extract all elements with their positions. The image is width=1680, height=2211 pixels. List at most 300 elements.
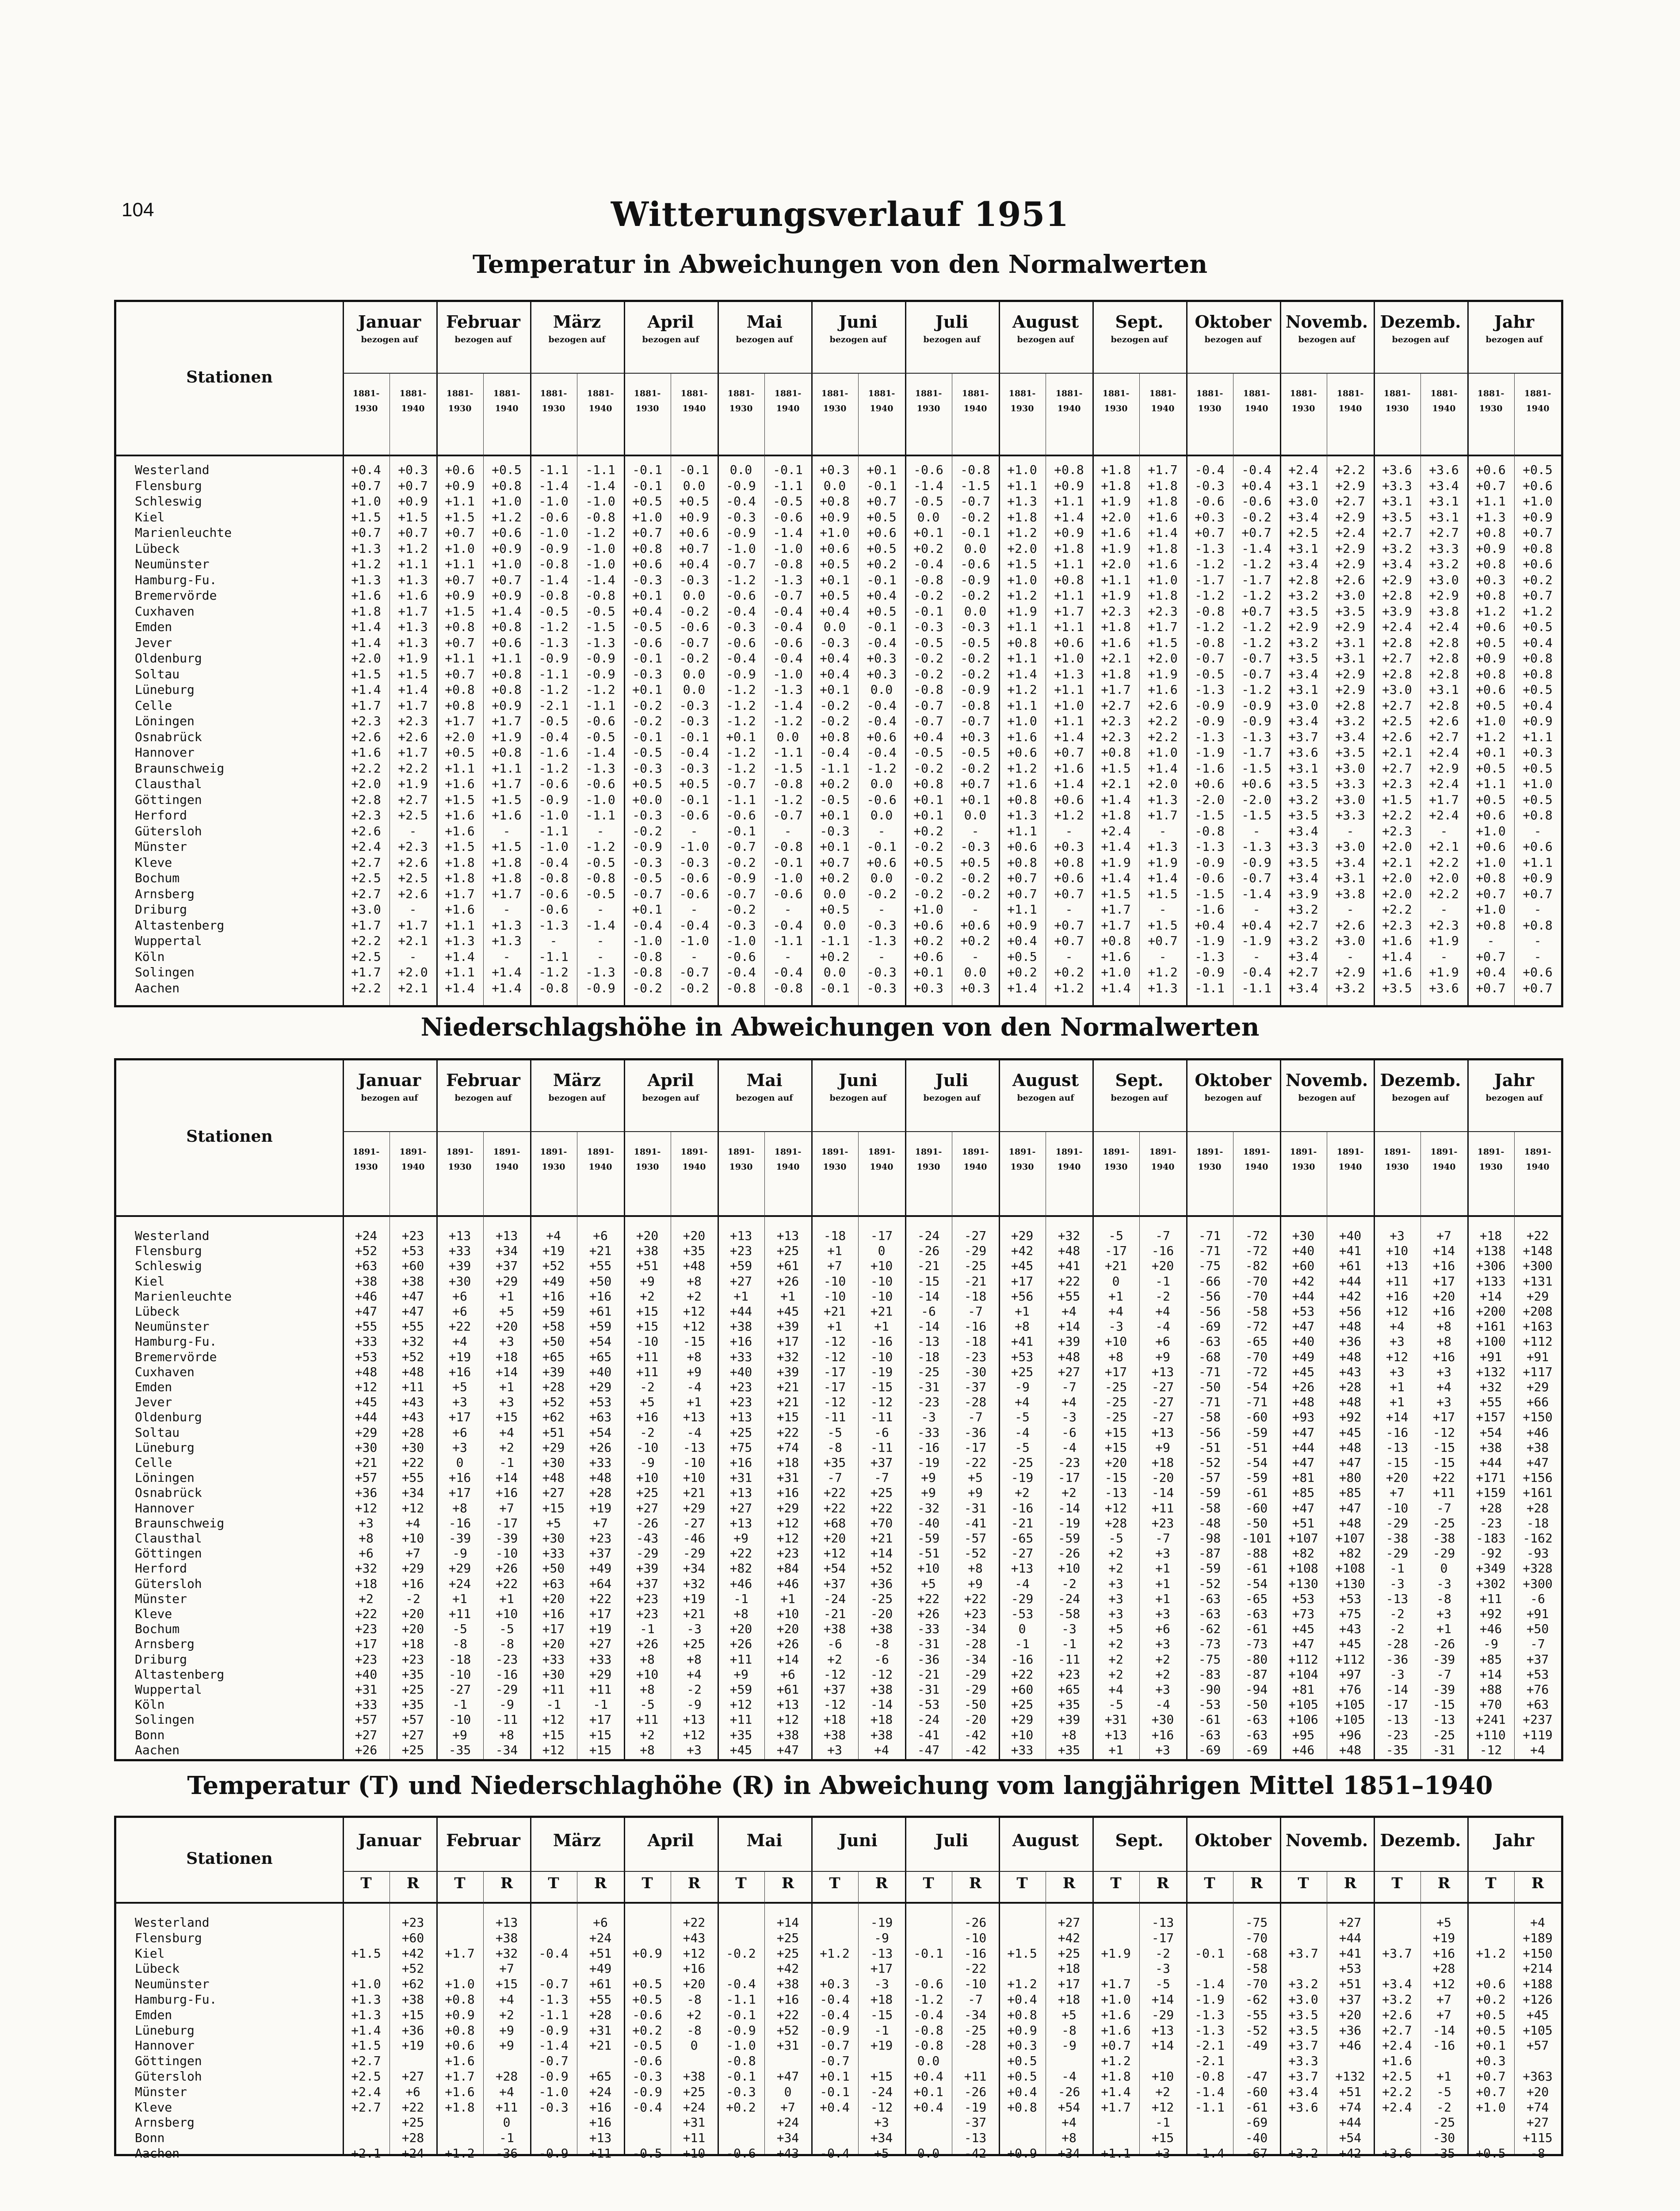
table-cell: +1.4 — [492, 965, 522, 979]
table-cell: +26 — [917, 1607, 940, 1621]
table-cell: +22 — [401, 2100, 424, 2115]
table-cell: +2.7 — [1101, 698, 1131, 713]
table-cell: -1.3 — [585, 635, 615, 650]
station-name: Münster — [135, 2084, 187, 2099]
table-cell: +3.5 — [1288, 651, 1318, 666]
table-cell: +48 — [1339, 1515, 1362, 1530]
table-cell: -56 — [1198, 1425, 1221, 1440]
table-cell: -0.6 — [585, 777, 615, 791]
table-cell: +1.0 — [1476, 855, 1506, 870]
table-cell: -16 — [1011, 1652, 1034, 1667]
table-cell: -0.7 — [913, 698, 943, 713]
period-start: 1881- — [1102, 389, 1130, 398]
table-cell: +18 — [1479, 1228, 1502, 1243]
table-cell: +2.0 — [1007, 541, 1037, 556]
table-cell: +16 — [589, 1289, 612, 1304]
table-cell: +0.1 — [913, 792, 943, 807]
table-cell: +13 — [1104, 1727, 1127, 1742]
table-cell: +1.5 — [398, 509, 428, 524]
table-cell: +59 — [729, 1259, 752, 1274]
table-cell: +1.5 — [351, 1946, 381, 1961]
table-cell: +14 — [1058, 1319, 1081, 1334]
table-cell: +1.2 — [1101, 2054, 1131, 2069]
period-end: 1930 — [1291, 404, 1315, 413]
period-label — [1420, 1144, 1467, 1174]
table-cell: -21 — [917, 1259, 940, 1274]
table-cell: +0.5 — [1007, 2069, 1037, 2084]
table-cell: -1.0 — [679, 933, 709, 948]
table-cell: +2.8 — [1382, 666, 1412, 681]
month-header: März — [553, 312, 601, 332]
table-cell: -0.9 — [538, 792, 569, 807]
station-name: Wuppertal — [135, 933, 202, 948]
table-cell: +47 — [1292, 1455, 1315, 1470]
table-cell: - — [596, 902, 604, 917]
table-cell: +10 — [683, 1470, 706, 1485]
table-cell: +3.5 — [1288, 808, 1318, 822]
table-cell: +0.1 — [820, 572, 850, 587]
table-cell: -10 — [1386, 1500, 1409, 1515]
table-cell: +0.6 — [820, 541, 850, 556]
table-cell: +2.3 — [398, 839, 428, 854]
table-cell: -0.7 — [679, 965, 709, 979]
table-cell: +23 — [401, 1915, 424, 1930]
table-cell: -1.0 — [726, 2038, 756, 2053]
table-cell: +20 — [636, 1228, 659, 1243]
period-start: 1891- — [1008, 1147, 1036, 1157]
table-cell: +22 — [729, 1546, 752, 1561]
table-cell: +363 — [1523, 2069, 1553, 2084]
table-cell: +0.7 — [1476, 2069, 1506, 2084]
table-cell: -49 — [1245, 2038, 1268, 2053]
table-cell: -2 — [1390, 1622, 1405, 1637]
table-cell: +105 — [1288, 1697, 1318, 1712]
table-cell: +11 — [636, 1364, 659, 1379]
table-cell: +1.4 — [351, 620, 381, 634]
period-start: 1881- — [868, 389, 895, 398]
table-cell: +0.7 — [1054, 933, 1084, 948]
table-cell: +1.4 — [1101, 792, 1131, 807]
table-cell: +0.1 — [632, 588, 662, 603]
table-cell: +0.1 — [1476, 745, 1506, 760]
table-cell: -0.6 — [726, 949, 756, 964]
table-cell: +3.1 — [1288, 761, 1318, 776]
table-cell: +32 — [355, 1561, 378, 1576]
table-cell: +105 — [1335, 1712, 1365, 1727]
table-cell: -0.5 — [632, 2038, 662, 2053]
table-cell: +3 — [827, 1742, 842, 1757]
station-name: Marienleuchte — [135, 1289, 232, 1304]
table-cell: -7 — [827, 1470, 842, 1485]
table-cell: +1 — [780, 1591, 795, 1606]
table-cell: +2.1 — [1101, 777, 1131, 791]
table-cell: -26 — [1432, 1637, 1455, 1652]
table-cell: -3 — [921, 1410, 936, 1425]
period-start: 1891- — [1196, 1147, 1223, 1157]
table-cell: +8 — [1436, 1319, 1451, 1334]
table-cell: +3.7 — [1288, 2038, 1318, 2053]
table-cell: -0.2 — [679, 651, 709, 666]
period-start: 1881- — [352, 389, 380, 398]
table-cell: +2.0 — [1429, 871, 1459, 885]
table-cell: +2.0 — [398, 965, 428, 979]
table-cell: +5 — [874, 2146, 889, 2161]
table-cell: +3.4 — [1429, 478, 1459, 493]
table-cell: -0.4 — [632, 2100, 662, 2115]
table-cell: +48 — [1339, 1440, 1362, 1455]
bezogen-label: bezogen auf — [454, 335, 512, 344]
table-cell: +11 — [683, 2131, 706, 2146]
table-cell: +46 — [1526, 1425, 1549, 1440]
table-cell: +1.7 — [351, 965, 381, 979]
table-cell: -10 — [683, 1455, 706, 1470]
table-cell: +148 — [1523, 1243, 1553, 1259]
table-cell: +0.9 — [820, 509, 850, 524]
table-cell: +2.3 — [1101, 604, 1131, 619]
table-cell: +1.8 — [1054, 541, 1084, 556]
table-cell: +8 — [359, 1531, 374, 1545]
table-cell: +38 — [636, 1243, 659, 1259]
table-cell: -42 — [964, 1727, 987, 1742]
table-cell: -1.0 — [679, 839, 709, 854]
table-cell: +3 — [499, 1395, 514, 1410]
table-cell: +17 — [776, 1334, 799, 1349]
table-cell: +1.0 — [1007, 714, 1037, 728]
table-cell: +5 — [1061, 2007, 1077, 2022]
table-cell: -10 — [870, 1289, 893, 1304]
table-cell: -68 — [1245, 1946, 1268, 1961]
table-cell: -0.9 — [1195, 965, 1225, 979]
month-header: Oktober — [1195, 1070, 1271, 1090]
table-cell: -1.0 — [726, 541, 756, 556]
table-cell: -72 — [1245, 1364, 1268, 1379]
table-cell: +3.3 — [1335, 808, 1365, 822]
table-cell: +9 — [921, 1485, 936, 1500]
period-end: 1940 — [1526, 1162, 1550, 1172]
table-cell: -16 — [917, 1440, 940, 1455]
table-cell: +0.9 — [632, 1946, 662, 1961]
table-cell: +2 — [1108, 1546, 1123, 1561]
table-cell: +36 — [870, 1576, 893, 1591]
table-cell: +24 — [776, 2115, 799, 2130]
table-cell: +0.4 — [1195, 918, 1225, 933]
table-cell: +1.2 — [820, 1946, 850, 1961]
table-cell: +22 — [448, 1319, 471, 1334]
table-cell: +3.5 — [1288, 777, 1318, 791]
table-cell: +0.5 — [867, 541, 897, 556]
table-cell: +28 — [1432, 1961, 1455, 1976]
table-cell: +25 — [1058, 1946, 1081, 1961]
table-cell: -0.9 — [1195, 698, 1225, 713]
table-cell: -16 — [964, 1946, 987, 1961]
table-cell: +0.6 — [445, 2038, 475, 2053]
table-cell: +26 — [729, 1637, 752, 1652]
table-cell: +33 — [355, 1697, 378, 1712]
table-cell: +16 — [448, 1470, 471, 1485]
table-cell: +1.9 — [1148, 855, 1178, 870]
table-cell: -0.1 — [960, 525, 990, 540]
table-cell: +0.6 — [867, 525, 897, 540]
period-end: 1940 — [870, 404, 893, 413]
table-cell: +1.6 — [445, 902, 475, 917]
table-cell: - — [1534, 933, 1542, 948]
table-cell: -18 — [1526, 1515, 1549, 1530]
table-cell: +0.6 — [679, 525, 709, 540]
table-cell: +132 — [1335, 2069, 1365, 2084]
table-cell: +1.2 — [351, 557, 381, 571]
period-end: 1930 — [823, 404, 847, 413]
table-cell: +1.4 — [492, 604, 522, 619]
table-cell: -7 — [968, 1992, 983, 2007]
table-cell: -10 — [636, 1440, 659, 1455]
table-cell: +70 — [870, 1515, 893, 1530]
table-cell: +42 — [1292, 1274, 1315, 1289]
table-cell: +21 — [776, 1395, 799, 1410]
table-cell: -2.1 — [1195, 2054, 1225, 2069]
table-cell: +5 — [640, 1395, 655, 1410]
table-cell: -0.1 — [913, 1946, 943, 1961]
table-cell: +1.8 — [445, 2100, 475, 2115]
table-cell: +5 — [968, 1470, 983, 1485]
table-cell: +1.8 — [351, 604, 381, 619]
table-cell: +48 — [1058, 1349, 1081, 1364]
table-cell: +60 — [1292, 1259, 1315, 1274]
period-label — [1467, 386, 1514, 416]
table-cell: +5 — [546, 1515, 561, 1530]
station-name: Arnsberg — [135, 1637, 195, 1652]
table-cell: +1 — [827, 1243, 842, 1259]
table-cell: +39 — [776, 1364, 799, 1379]
table-cell: -0.6 — [726, 588, 756, 603]
table-cell: +8 — [640, 1682, 655, 1697]
table-cell: +0.7 — [398, 478, 428, 493]
table-cell: -7 — [1436, 1667, 1451, 1682]
table-cell: +2.2 — [1382, 2084, 1412, 2099]
table-cell: +60 — [1011, 1682, 1034, 1697]
table-cell: +1.4 — [1054, 509, 1084, 524]
table-cell: -0.9 — [538, 541, 569, 556]
table-cell: 0.0 — [823, 620, 846, 634]
table-cell: -29 — [636, 1546, 659, 1561]
table-cell: -1.1 — [538, 2007, 569, 2022]
table-cell: -21 — [823, 1607, 846, 1621]
table-cell: -67 — [1245, 2146, 1268, 2161]
table-cell: +12 — [683, 1319, 706, 1334]
table-cell: -25 — [1104, 1410, 1127, 1425]
station-name: Aachen — [135, 1742, 180, 1757]
table-cell: +57 — [355, 1712, 378, 1727]
table-cell: - — [784, 823, 792, 838]
table-cell: -0.4 — [820, 745, 850, 760]
table-cell: -0.1 — [773, 855, 803, 870]
table-cell: -1.5 — [1241, 761, 1271, 776]
station-name: Cuxhaven — [135, 604, 195, 619]
table-cell: +51 — [589, 1946, 612, 1961]
table-cell: +0.2 — [820, 949, 850, 964]
table-cell: +0.7 — [1241, 604, 1271, 619]
table-cell: +0.7 — [1007, 886, 1037, 901]
table-cell: +31 — [589, 2023, 612, 2038]
table-cell: -70 — [1245, 1977, 1268, 1992]
table-cell: +0.4 — [820, 2100, 850, 2115]
table-cell: +108 — [1335, 1561, 1365, 1576]
period-start: 1881- — [1430, 389, 1458, 398]
table-cell: -22 — [964, 1455, 987, 1470]
table-cell: +48 — [401, 1364, 424, 1379]
table-cell: - — [784, 949, 792, 964]
table-cell: +1.1 — [445, 965, 475, 979]
table-cell: +126 — [1523, 1992, 1553, 2007]
table-cell: +26 — [776, 1274, 799, 1289]
table-cell: +3.5 — [1382, 980, 1412, 995]
table-cell: -83 — [1198, 1667, 1221, 1682]
table-cell: -9 — [687, 1697, 702, 1712]
table-cell: -1.2 — [538, 965, 569, 979]
table-cell: +23 — [636, 1591, 659, 1606]
table-cell: +30 — [448, 1274, 471, 1289]
table-cell: +0.6 — [1007, 745, 1037, 760]
table-cell: -1 — [1155, 2115, 1170, 2130]
table-cell: -0.9 — [1195, 855, 1225, 870]
table-cell: +3.7 — [1288, 2069, 1318, 2084]
table-cell: +0.1 — [913, 965, 943, 979]
table-cell: +8 — [687, 1349, 702, 1364]
period-start: 1891- — [399, 1147, 427, 1157]
station-name: Kiel — [135, 509, 165, 524]
table-cell: +1.3 — [1148, 792, 1178, 807]
table-cell: +3.4 — [1288, 823, 1318, 838]
table-cell: +2.7 — [1382, 651, 1412, 666]
table-cell: -1.9 — [1195, 933, 1225, 948]
month-header: Februar — [446, 1830, 520, 1850]
bezogen-label: bezogen auf — [1485, 1093, 1543, 1103]
table-cell: +3.3 — [1288, 839, 1318, 854]
table-cell: +38 — [870, 1622, 893, 1637]
table-cell: +26 — [495, 1561, 518, 1576]
table-cell: +2.3 — [1101, 729, 1131, 744]
table-cell: +3.1 — [1429, 509, 1459, 524]
table-cell: +54 — [1479, 1425, 1502, 1440]
table-cell: +1.1 — [1523, 729, 1553, 744]
table-cell: +9 — [1155, 1440, 1170, 1455]
table-cell: +12 — [542, 1712, 565, 1727]
station-name: Kiel — [135, 1274, 165, 1289]
table-cell: +1.5 — [351, 666, 381, 681]
table-cell: +41 — [1011, 1334, 1034, 1349]
month-header: Dezemb. — [1380, 1070, 1461, 1090]
bezogen-label: bezogen auf — [1485, 335, 1543, 344]
table-cell: -1.6 — [538, 745, 569, 760]
period-label — [1092, 386, 1139, 416]
table-cell: +2 — [359, 1591, 374, 1606]
table-cell: +4 — [1061, 1395, 1077, 1410]
table-cell: -0.8 — [632, 949, 662, 964]
table-cell: +3 — [1155, 1637, 1170, 1652]
table-cell: +65 — [589, 2069, 612, 2084]
table-cell: +23 — [964, 1607, 987, 1621]
table-cell: +17 — [870, 1961, 893, 1976]
table-cell: +4 — [874, 1742, 889, 1757]
table-cell: -29 — [495, 1682, 518, 1697]
table-cell: +2.7 — [351, 2100, 381, 2115]
table-cell: -56 — [1198, 1289, 1221, 1304]
table-cell: +0.6 — [1523, 557, 1553, 571]
table-cell: -0.9 — [960, 682, 990, 697]
table-cell: +300 — [1523, 1576, 1553, 1591]
table-cell: +12 — [1104, 1500, 1127, 1515]
table-cell: +2.4 — [1288, 463, 1318, 477]
table-cell: - — [409, 823, 417, 838]
table-cell: -0.3 — [960, 620, 990, 634]
table-cell: -65 — [1245, 1334, 1268, 1349]
table-cell: +35 — [1058, 1697, 1081, 1712]
table-cell: +2.2 — [351, 761, 381, 776]
table-cell: +1.5 — [351, 509, 381, 524]
table-cell: 0.0 — [964, 965, 987, 979]
table-cell: +22 — [823, 1500, 846, 1515]
table-cell: +22 — [1058, 1274, 1081, 1289]
table-cell: +30 — [1292, 1228, 1315, 1243]
table-cell: +1.4 — [398, 682, 428, 697]
table-cell: +0.6 — [1241, 777, 1271, 791]
table-cell: +21 — [589, 2038, 612, 2053]
table-cell: -7 — [1155, 1531, 1170, 1545]
table-cell: +200 — [1476, 1304, 1506, 1319]
table-cell: -0.3 — [679, 572, 709, 587]
period-start: 1881- — [1336, 389, 1364, 398]
table-cell: -70 — [1245, 1289, 1268, 1304]
period-label — [1280, 386, 1327, 416]
table-cell: +97 — [1339, 1667, 1362, 1682]
table-cell: +22 — [776, 1425, 799, 1440]
period-end: 1940 — [1245, 404, 1268, 413]
table-cell: +43 — [683, 1930, 706, 1945]
table-cell: -0.6 — [726, 2146, 756, 2161]
period-label — [1046, 386, 1092, 416]
table-cell: +20 — [683, 1977, 706, 1992]
period-start: 1891- — [1524, 1147, 1551, 1157]
table-cell: +10 — [636, 1470, 659, 1485]
table-cell: -0.7 — [773, 808, 803, 822]
period-label — [1374, 1144, 1420, 1174]
table-cell: -23 — [917, 1395, 940, 1410]
station-name: Altastenberg — [135, 1667, 225, 1682]
station-name: Aachen — [135, 2146, 180, 2161]
table-cell: +1.9 — [1101, 494, 1131, 509]
table-cell: -35 — [448, 1742, 471, 1757]
table-cell: -3 — [1155, 1961, 1170, 1976]
period-start: 1891- — [680, 1147, 708, 1157]
table-cell: -0.8 — [913, 2038, 943, 2053]
table-cell: -23 — [1386, 1727, 1409, 1742]
table-cell: 0 — [1112, 1274, 1120, 1289]
table-cell: -14 — [917, 1289, 940, 1304]
table-cell: +29 — [1526, 1380, 1549, 1394]
table-cell: +27 — [355, 1727, 378, 1742]
table-cell: -101 — [1241, 1531, 1271, 1545]
table-cell: - — [1065, 823, 1073, 838]
table-cell: -0.9 — [1195, 714, 1225, 728]
table-cell: -1.3 — [1195, 839, 1225, 854]
table-cell: +300 — [1523, 1259, 1553, 1274]
table-cell: +1.6 — [1382, 933, 1412, 948]
bezogen-label: bezogen auf — [923, 1093, 981, 1103]
table-cell: +1.3 — [351, 2007, 381, 2022]
table-cell: +16 — [729, 1334, 752, 1349]
table-cell: +36 — [1339, 2023, 1362, 2038]
station-name: Soltau — [135, 666, 180, 681]
table-cell: +2.6 — [1335, 918, 1365, 933]
